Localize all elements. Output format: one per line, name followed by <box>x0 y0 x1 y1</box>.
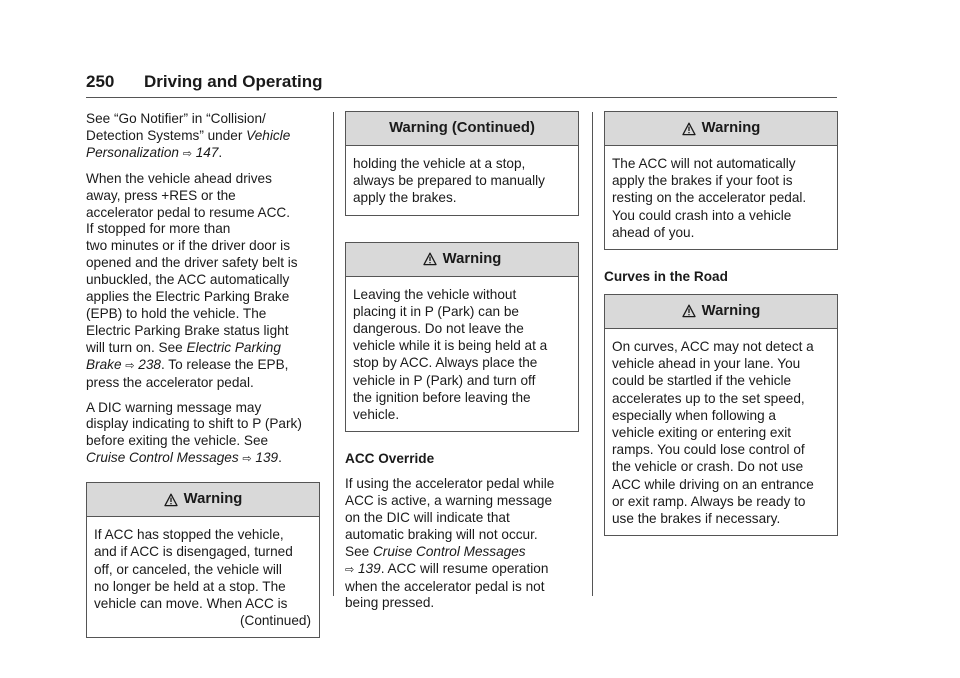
warning-header <box>87 483 319 517</box>
warning-box <box>604 111 838 250</box>
column-2 <box>345 111 579 620</box>
subheading-curves-in-the-road: Curves in the Road <box>604 269 728 285</box>
warning-header <box>605 112 837 146</box>
paragraph-dic-message: A DIC warning message may display indicating to shift to P (Park) before exiting the vehicle. See Cruise Control Messages ⇨ 139. <box>86 399 302 466</box>
page-ref[interactable]: 238 <box>138 356 161 372</box>
subheading-acc-override: ACC Override <box>345 451 435 467</box>
section-title: Driving and Operating <box>144 72 323 91</box>
page-ref[interactable]: 147 <box>195 144 219 160</box>
column-3 <box>604 111 838 555</box>
link-vehicle-personalization[interactable]: Personalization <box>86 144 179 160</box>
warning-box-continued <box>345 111 579 216</box>
warning-header <box>605 295 837 329</box>
link-vehicle-personalization[interactable]: Vehicle <box>246 127 291 143</box>
warning-body: If ACC has stopped the vehicle, and if ACC is disengaged, turned off, or canceled, the vehicle will no longer be held at a stop. The vehicle can move. When ACC is (Continued) <box>94 527 311 629</box>
warning-triangle-icon <box>682 304 696 318</box>
page-number: 250 <box>86 72 115 91</box>
warning-title: Warning (Continued) <box>389 120 535 137</box>
page-reference-arrow-icon: ⇨ <box>242 453 252 466</box>
column-divider <box>333 112 334 596</box>
warning-title: Warning <box>701 120 761 137</box>
warning-box <box>604 294 838 536</box>
paragraph-acc-override: If using the accelerator pedal while ACC is active, a warning message on the DIC will indicate that automatic braking will not occur. See Cruise Control Messages ⇨ 139. ACC will resume operation when the accelerator pedal is not being pressed. <box>345 476 555 611</box>
warning-box <box>86 482 320 638</box>
page-reference-arrow-icon: ⇨ <box>125 359 135 372</box>
link-electric-parking-brake[interactable]: Electric Parking <box>186 339 281 355</box>
page-header <box>86 70 837 98</box>
warning-triangle-icon <box>423 252 437 266</box>
warning-header <box>346 112 578 146</box>
warning-body: holding the vehicle at a stop, always be prepared to manually apply the brakes. <box>353 156 545 206</box>
paragraph-go-notifier: See “Go Notifier” in “Collision/ Detection Systems” under Vehicle Personalization ⇨ 147. <box>86 111 291 160</box>
page-ref[interactable]: 139 <box>358 560 381 576</box>
warning-body: On curves, ACC may not detect a vehicle ahead in your lane. You could be startled if the vehicle accelerates up to the set speed, especially when following a vehicle exiting or entering exit ramps. You could lose control of the vehicle or crash. Do not use ACC while driving on an entrance or exit ramp. Always be ready to use the brakes if necessary. <box>612 338 814 526</box>
column-divider <box>592 112 593 596</box>
page-reference-arrow-icon: ⇨ <box>345 563 355 576</box>
link-electric-parking-brake[interactable]: Brake <box>86 356 122 372</box>
warning-box <box>345 242 579 433</box>
warning-title: Warning <box>701 302 761 319</box>
warning-triangle-icon <box>164 493 178 507</box>
page-ref[interactable]: 139 <box>255 450 279 466</box>
warning-triangle-icon <box>682 122 696 136</box>
link-cruise-control-messages[interactable]: Cruise Control Messages <box>372 543 526 559</box>
warning-body: The ACC will not automatically apply the brakes if your foot is resting on the accelerator pedal. You could crash into a vehicle ahead of you. <box>612 156 807 240</box>
warning-body: Leaving the vehicle without placing it in P (Park) can be dangerous. Do not leave the vehicle while it is being held at a stop by ACC. Always place the vehicle in P (Park) and turn off the ignition before leaving the vehicle. <box>353 286 548 423</box>
warning-title: Warning <box>442 250 502 267</box>
continued-label: (Continued) <box>239 613 311 629</box>
page-reference-arrow-icon: ⇨ <box>182 147 192 160</box>
column-1 <box>86 111 320 657</box>
warning-title: Warning <box>183 491 243 508</box>
warning-header <box>346 243 578 277</box>
link-cruise-control-messages[interactable]: Cruise Control Messages <box>86 450 239 466</box>
paragraph-resume-acc: When the vehicle ahead drives away, press +RES or the accelerator pedal to resume ACC. If stopped for more than two minutes or if the driver door is opened and the driver safety belt is unbuckled, the ACC automatically applies the Electric Parking Brake (EPB) to hold the vehicle. The Electric Parking Brake status light will turn on. See Electric Parking Brake ⇨ 238. To release the EPB, press the accelerator pedal. <box>86 170 298 390</box>
